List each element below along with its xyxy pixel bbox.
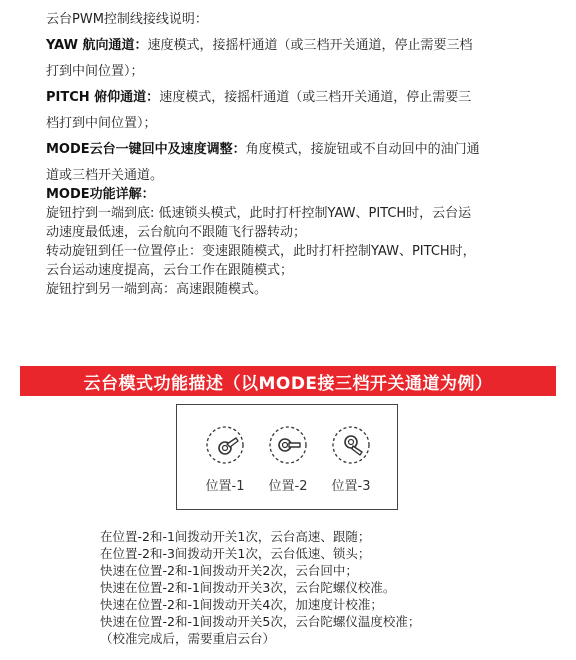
instruction-line: 在位置-2和-3间拨动开关1次，云台低速、锁头； bbox=[100, 546, 371, 561]
pitch-label: PITCH 俯仰通道： bbox=[46, 90, 160, 105]
switch-position-2 bbox=[262, 425, 314, 494]
switch-position-3 bbox=[325, 425, 377, 494]
detail-2b: 云台运动速度提高，云台工作在跟随模式； bbox=[46, 263, 294, 278]
instruction-line: 快速在位置-2和-1间拨动开关5次，云台陀螺仪温度校准； bbox=[100, 614, 421, 629]
instruction-line: 快速在位置-2和-1间拨动开关3次，云台陀螺仪校准。 bbox=[100, 580, 396, 595]
instruction-line: 在位置-2和-1间拨动开关1次，云台高速、跟随； bbox=[100, 529, 371, 544]
mode-detail-title-text: MODE功能详解： bbox=[46, 187, 155, 202]
toggle-switch-icon bbox=[268, 425, 308, 465]
position-label-1: 位置-1 bbox=[205, 479, 245, 494]
detail-1b: 动速度最低速，云台航向不跟随飞行器转动； bbox=[46, 225, 307, 240]
position-label-2: 位置-2 bbox=[268, 479, 308, 494]
mode-line-1 bbox=[46, 140, 546, 159]
yaw-text-2: 打到中间位置）； bbox=[46, 64, 144, 79]
mode-detail-title bbox=[46, 185, 546, 204]
three-position-switch-diagram bbox=[176, 404, 398, 510]
yaw-label: YAW 航向通道： bbox=[46, 38, 148, 53]
yaw-text-1: 速度模式，接摇杆通道（或三档开关通道，停止需要三档 bbox=[147, 38, 473, 53]
instruction-note: （校准完成后，需要重启云台） bbox=[100, 631, 276, 646]
pitch-line-1 bbox=[46, 88, 546, 107]
mode-label: MODE云台一键回中及速度调整： bbox=[46, 142, 246, 157]
intro-title: 云台PWM控制线接线说明： bbox=[46, 12, 208, 27]
instruction-line: 快速在位置-2和-1间拨动开关4次，加速度计校准； bbox=[100, 597, 383, 612]
toggle-switch-icon bbox=[331, 425, 371, 465]
pitch-text-1: 速度模式，接摇杆通道（或三档开关通道，停止需要三 bbox=[159, 90, 472, 105]
switch-instructions bbox=[100, 528, 540, 647]
mode-text-1: 角度模式，接旋钮或不自动回中的油门通 bbox=[245, 142, 480, 157]
pitch-text-2: 档打到中间位置）； bbox=[46, 116, 157, 131]
mode-text-2: 道或三档开关通道。 bbox=[46, 168, 164, 183]
toggle-switch-icon bbox=[205, 425, 245, 465]
detail-3: 旋钮拧到另一端到高：高速跟随模式。 bbox=[46, 282, 268, 297]
detail-2a: 转动旋钮到任一位置停止：变速跟随模式，此时打杆控制YAW、PITCH时， bbox=[46, 244, 476, 259]
wiring-instructions bbox=[46, 10, 546, 299]
position-label-3: 位置-3 bbox=[331, 479, 371, 494]
yaw-line-1 bbox=[46, 36, 546, 55]
instruction-line: 快速在位置-2和-1间拨动开关2次，云台回中； bbox=[100, 563, 358, 578]
mode-description-banner: 云台模式功能描述（以MODE接三档开关通道为例） bbox=[20, 366, 556, 396]
switch-position-1 bbox=[199, 425, 251, 494]
detail-1a: 旋钮拧到一端到底: 低速锁头模式，此时打杆控制YAW、PITCH时，云台运 bbox=[46, 206, 472, 221]
